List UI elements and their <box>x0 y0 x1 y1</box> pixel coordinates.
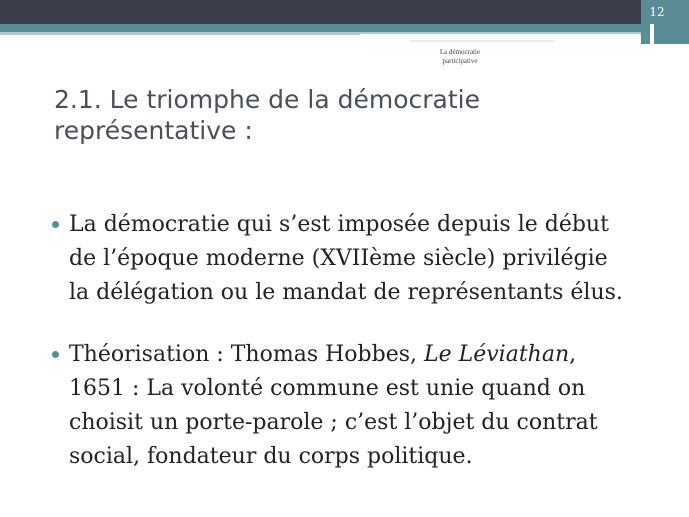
top-decorative-band <box>0 0 689 24</box>
bullet-line: choisit un porte-parole ; c’est l’objet du contrat <box>69 410 598 435</box>
bullet-item <box>52 208 672 310</box>
bullet-line <box>69 338 672 372</box>
bullet-line: la délégation ou le mandat de représentants élus. <box>69 280 623 305</box>
page-number-tab-accent <box>650 24 654 44</box>
bullet-dot-icon <box>52 351 59 358</box>
header-caption-line1: La démocratie <box>439 48 481 56</box>
slide-title-line2: représentative : <box>54 116 253 145</box>
slide-title <box>54 84 594 146</box>
bullet-line: social, fondateur du corps politique. <box>69 444 473 469</box>
bullet-item <box>52 338 672 474</box>
book-title: Le Léviathan <box>424 342 570 367</box>
header-caption <box>420 48 500 66</box>
slide-title-line1: 2.1. Le triomphe de la démocratie <box>54 85 480 114</box>
bullet-dot-icon <box>52 221 59 228</box>
bullet-text: , <box>569 342 577 367</box>
bullet-line: La démocratie qui s’est imposée depuis le début <box>69 212 609 237</box>
white-accent-line <box>360 34 640 37</box>
teal-decorative-stripe <box>0 24 689 32</box>
bullet-line: de l’époque moderne (XVIIème siècle) privilégie <box>69 246 608 271</box>
white-accent-line-small <box>410 40 555 42</box>
header-caption-line2: participative <box>442 57 478 65</box>
bullet-list <box>52 208 672 502</box>
bullet-line: 1651 : La volonté commune est unie quand on <box>69 376 586 401</box>
page-number: 12 <box>649 5 665 19</box>
bullet-text: Théorisation : Thomas Hobbes, <box>69 342 424 367</box>
